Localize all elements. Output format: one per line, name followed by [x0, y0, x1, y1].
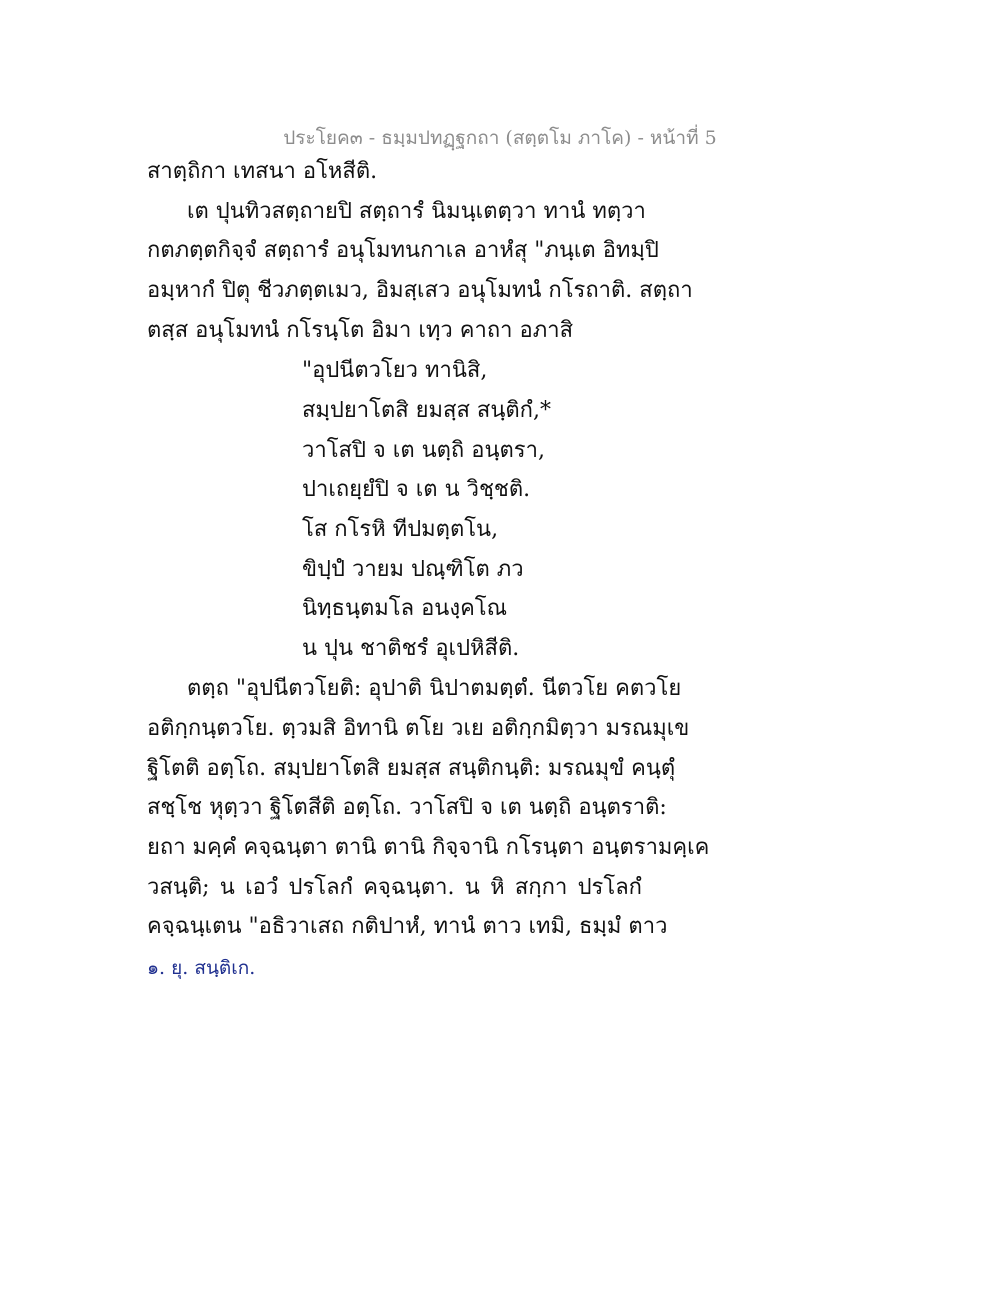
text-line: สาตฺถิกา เทสนา อโหสีติ.	[147, 159, 378, 184]
page-header: ประโยค๓ - ธมฺมปทฏฺฐกถา (สตฺตโม ภาโค) - หน้าที่ 5	[283, 127, 717, 149]
verse-line: น ปุน ชาติชรํ อุเปหิสีติ.	[302, 636, 520, 661]
verse-line: "อุปนีตวโยว ทานิสิ,	[302, 358, 488, 383]
text-line: อติกฺกนฺตวโย. ตฺวมสิ อิทานิ ตโย วเย อติกฺกมิตฺวา มรณมุเข	[147, 716, 690, 741]
verse-line: โส กโรหิ ทีปมตฺตโน,	[302, 517, 499, 542]
verse-line: ปาเถยฺยํปิ จ เต น วิชฺชติ.	[302, 477, 531, 502]
verse-line: ขิปฺปํ วายม ปณฺฑิโต ภว	[302, 557, 524, 582]
text-line: คจฺฉนฺเตน "อธิวาเสถ กติปาหํ, ทานํ ตาว เทมิ, ธมฺมํ ตาว	[147, 914, 668, 939]
text-line: อมฺหากํ ปิตุ ชีวภตฺตเมว, อิมสฺเสว อนุโมทนํ กโรถาติ. สตฺถา	[147, 278, 693, 303]
verse-line: สมฺปยาโตสิ ยมสฺส สนฺติกํ,*	[302, 398, 551, 423]
text-line: วสนฺติ; น เอวํ ปรโลกํ คจฺฉนฺตา. น หิ สกฺกา ปรโลกํ	[147, 875, 642, 900]
text-line: ตสฺส อนุโมทนํ กโรนฺโต อิมา เทฺว คาถา อภาสิ	[147, 318, 573, 343]
text-line: เต ปุนทิวสตฺถายปิ สตฺถารํ นิมนฺเตตฺวา ทานํ ทตฺวา	[187, 199, 646, 224]
verse-line: นิทฺธนฺตมโล อนงฺคโณ	[302, 596, 508, 621]
text-line: ตตฺถ "อุปนีตวโยติ: อุปาติ นิปาตมตฺตํ. นีตวโย คตวโย	[187, 676, 682, 701]
text-line: กตภตฺตกิจฺจํ สตฺถารํ อนุโมทนกาเล อาหํสุ "ภนฺเต อิทมฺปิ	[147, 238, 659, 263]
text-line: สชฺโช หุตฺวา ฐิโตสีติ อตฺโถ. วาโสปิ จ เต นตฺถิ อนฺตราติ:	[147, 795, 667, 820]
footnote: ๑. ยุ. สนฺติเก.	[147, 957, 256, 979]
text-line: ยถา มคฺคํ คจฺฉนฺตา ตานิ ตานิ กิจฺจานิ กโรนฺตา อนฺตรามคฺเค	[147, 835, 710, 860]
verse-line: วาโสปิ จ เต นตฺถิ อนฺตรา,	[302, 438, 545, 463]
text-line: ฐิโตติ อตฺโถ. สมฺปยาโตสิ ยมสฺส สนฺติกนฺติ: มรณมุขํ คนฺตุํ	[147, 756, 676, 781]
